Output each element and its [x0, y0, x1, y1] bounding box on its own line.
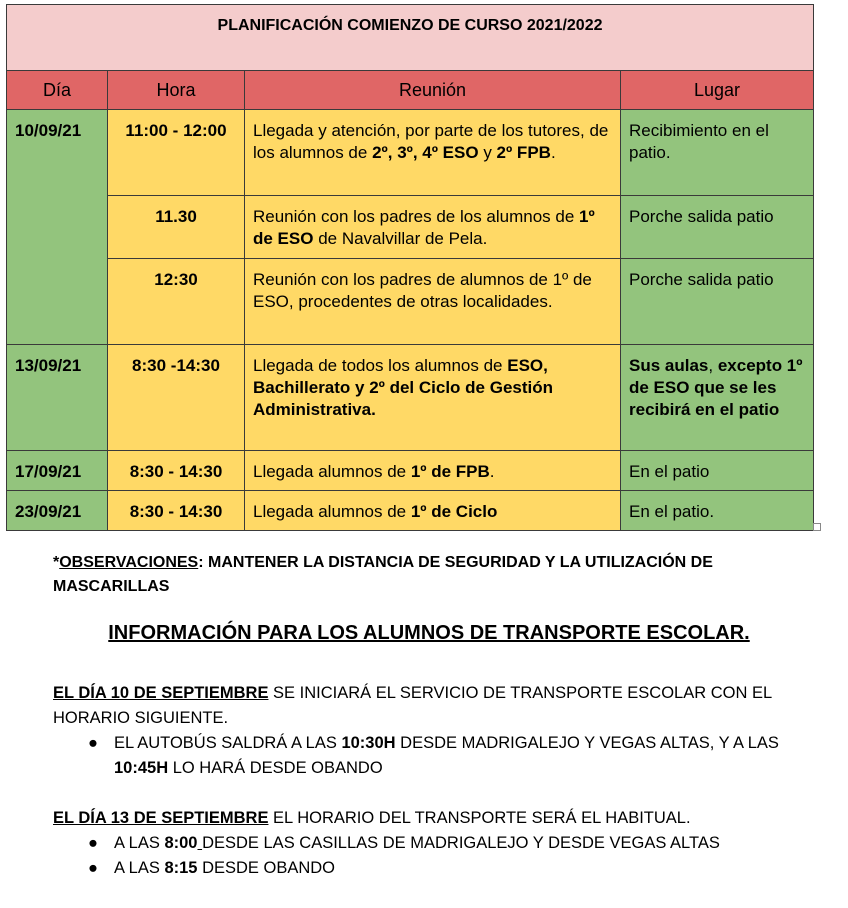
table-row	[7, 110, 814, 196]
text-run: Porche salida patio	[629, 207, 774, 226]
text-run: 1º de ESO	[253, 207, 595, 248]
cell-lugar	[621, 196, 814, 259]
observaciones-text: : MANTENER LA DISTANCIA DE SEGURIDAD Y LA UTILIZACIÓN DE MASCARILLAS	[53, 554, 713, 595]
text-run: DESDE OBANDO	[197, 859, 336, 877]
text-run: ESO, Bachillerato y 2º del Ciclo de Gestión Administrativa.	[253, 356, 554, 419]
cell-hora: 11:00 - 12:00	[108, 110, 245, 196]
text-run: 2º, 3º, 4º ESO	[372, 143, 479, 162]
transporte-paragraph-1	[53, 681, 813, 731]
cell-hora: 8:30 - 14:30	[108, 451, 245, 491]
schedule-table	[6, 4, 814, 531]
text-run: DESDE MADRIGALEJO Y VEGAS ALTAS, Y A LAS	[395, 734, 779, 752]
paragraph-2-text: EL HORARIO DEL TRANSPORTE SERÁ EL HABITUAL.	[268, 809, 691, 827]
header-lugar: Lugar	[621, 71, 814, 110]
text-run: En el patio.	[629, 502, 715, 521]
cell-lugar	[621, 491, 814, 531]
header-dia: Día	[7, 71, 108, 110]
header-hora: Hora	[108, 71, 245, 110]
text-run: EL AUTOBÚS SALDRÁ A LAS	[114, 734, 342, 752]
cell-reunion	[245, 345, 621, 451]
cell-lugar	[621, 451, 814, 491]
cell-reunion	[245, 110, 621, 196]
text-run: DESDE LAS CASILLAS DE MADRIGALEJO Y DESDE VEGAS ALTAS	[202, 834, 720, 852]
text-run: Recibimiento en el patio.	[629, 121, 769, 162]
cell-reunion	[245, 196, 621, 259]
table-row	[7, 345, 814, 451]
text-run: 1º de FPB	[410, 462, 490, 481]
cell-hora: 12:30	[108, 259, 245, 345]
cell-lugar	[621, 110, 814, 196]
table-row	[7, 451, 814, 491]
list-item	[88, 831, 808, 856]
text-run: Llegada de todos los alumnos de	[253, 356, 508, 375]
text-run: y	[478, 143, 497, 162]
cell-reunion	[245, 451, 621, 491]
cell-lugar	[621, 259, 814, 345]
text-run: .	[550, 143, 556, 162]
observaciones-label: OBSERVACIONES	[59, 554, 199, 571]
text-run: 1º de Ciclo	[410, 502, 498, 521]
text-run: Llegada alumnos de	[253, 502, 411, 521]
paragraph-1-lead: EL DÍA 10 DE SEPTIEMBRE	[53, 684, 269, 702]
cell-dia: 10/09/21	[7, 110, 108, 345]
bullet-icon: ●	[88, 859, 98, 877]
cell-hora: 8:30 - 14:30	[108, 491, 245, 531]
text-run: Llegada y atención, por parte de los tutores, de los alumnos de	[253, 121, 609, 162]
bullet-icon: ●	[88, 734, 98, 752]
transporte-paragraph-2	[53, 806, 813, 831]
cell-dia: 23/09/21	[7, 491, 108, 531]
text-run: Reunión con los padres de alumnos de 1º de ESO, procedentes de otras localidades.	[253, 270, 592, 311]
observaciones-prefix: *	[53, 554, 60, 571]
text-run: excepto 1º de ESO que se les recibirá en el patio	[629, 356, 803, 419]
text-run: Porche salida patio	[629, 270, 774, 289]
cell-reunion	[245, 491, 621, 531]
transporte-list-1	[88, 731, 808, 781]
table-row	[7, 196, 814, 259]
bullet-icon: ●	[88, 834, 98, 852]
text-run: 2º FPB	[496, 143, 551, 162]
text-run: de Navalvillar de Pela.	[313, 229, 488, 248]
list-item	[88, 731, 808, 781]
text-run: LO HARÁ DESDE OBANDO	[168, 759, 383, 777]
text-run: 8:00	[164, 834, 198, 852]
text-run: Sus aulas	[629, 356, 709, 375]
text-run: En el patio	[629, 462, 710, 481]
paragraph-1-text: SE INICIARÁ EL SERVICIO DE TRANSPORTE ESCOLAR CON EL HORARIO SIGUIENTE.	[53, 684, 772, 727]
transporte-title: INFORMACIÓN PARA LOS ALUMNOS DE TRANSPORTE ESCOLAR.	[108, 622, 750, 644]
header-reunion: Reunión	[245, 71, 621, 110]
text-run: Reunión con los padres de los alumnos de	[253, 207, 580, 226]
table-resize-handle[interactable]	[813, 523, 821, 531]
list-item	[88, 856, 808, 881]
cell-hora: 11.30	[108, 196, 245, 259]
cell-dia: 13/09/21	[7, 345, 108, 451]
text-run: Llegada alumnos de	[253, 462, 411, 481]
text-run: .	[489, 462, 495, 481]
table-header-row	[7, 71, 814, 110]
cell-hora: 8:30 -14:30	[108, 345, 245, 451]
table-row	[7, 491, 814, 531]
text-run: 8:15	[164, 859, 198, 877]
paragraph-2-lead: EL DÍA 13 DE SEPTIEMBRE	[53, 809, 269, 827]
text-run: A LAS	[114, 859, 165, 877]
table-title: PLANIFICACIÓN COMIENZO DE CURSO 2021/2022	[7, 5, 814, 71]
text-run: A LAS	[114, 834, 165, 852]
cell-dia: 17/09/21	[7, 451, 108, 491]
table-row	[7, 259, 814, 345]
text-run: 10:30H	[341, 734, 396, 752]
cell-reunion	[245, 259, 621, 345]
observaciones-note	[53, 551, 793, 599]
cell-lugar	[621, 345, 814, 451]
text-run: ,	[708, 356, 718, 375]
text-run: 10:45H	[114, 759, 169, 777]
transporte-list-2	[88, 831, 808, 881]
